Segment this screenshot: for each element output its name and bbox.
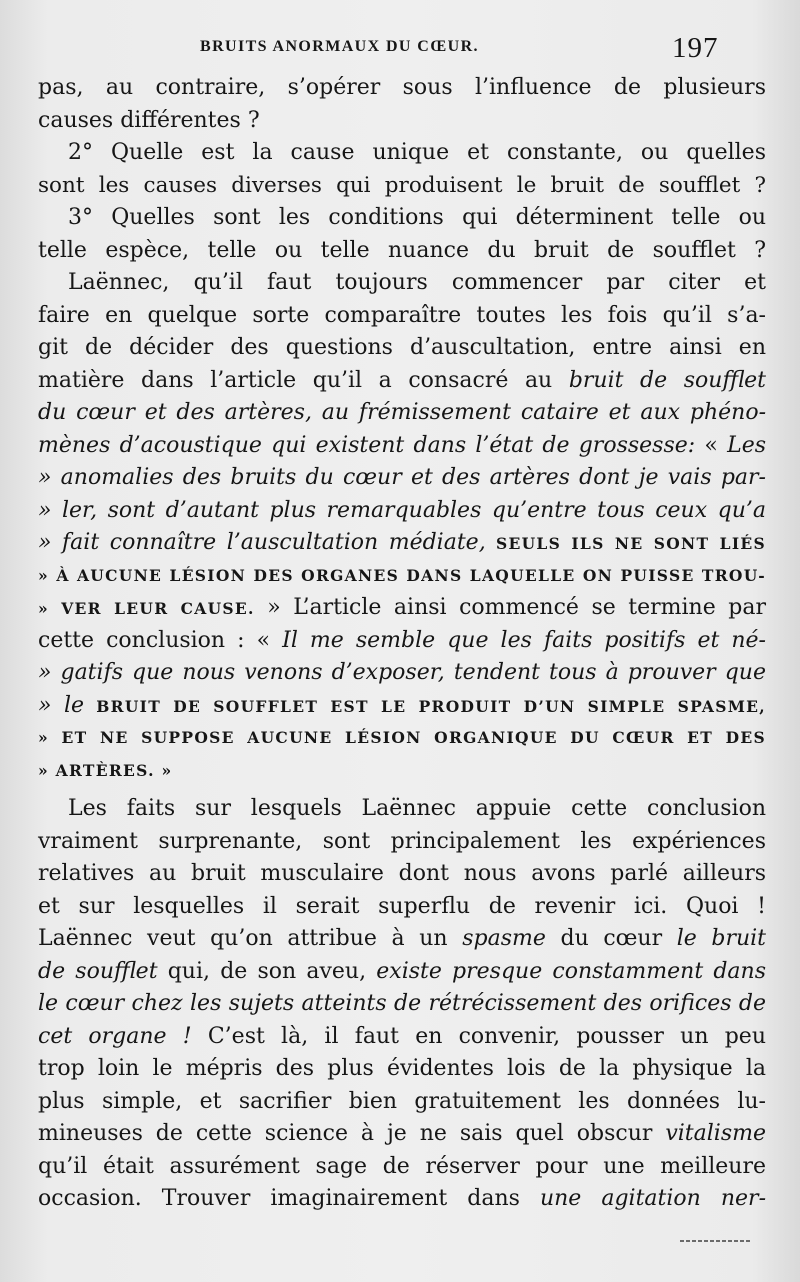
- text-line: » VER LEUR CAUSE. » L’article ainsi commencé se termine par: [38, 595, 766, 620]
- text-line: qu’il était assurément sage de réserver pour une meilleure: [38, 1153, 766, 1179]
- text-line: occasion. Trouver imaginairement dans une agitation ner-: [38, 1186, 767, 1211]
- chapter-title: BRUITS ANORMAUX DU CŒUR.: [200, 38, 479, 55]
- text-line: » gatifs que nous venons d’exposer, tendent tous à prouver que: [38, 660, 766, 685]
- text-line: cet organe ! C’est là, il faut en convenir, pousser un peu: [38, 1023, 766, 1049]
- text-line: 3° Quelles sont les conditions qui déterminent telle ou: [68, 205, 766, 230]
- text-line: matière dans l’article qu’il a consacré au bruit de soufflet: [38, 367, 766, 393]
- text-line: » ler, sont d’autant plus remarquables qu’entre tous ceux qu’a: [38, 497, 766, 523]
- body-text: [38, 72, 766, 1216]
- text-line: et sur lesquelles il serait superflu de revenir ici. Quoi !: [38, 893, 766, 919]
- text-line: le cœur chez les sujets atteints de rétrécissement des orifices de: [38, 991, 766, 1016]
- text-line: de soufflet qui, de son aveu, existe presque constamment dans: [38, 958, 766, 984]
- text-line: vraiment surprenante, sont principalement les expériences: [38, 828, 766, 854]
- text-line: » le BRUIT DE SOUFFLET EST LE PRODUIT D’UN SIMPLE SPASME,: [38, 692, 766, 718]
- text-line: » ARTÈRES. »: [38, 760, 173, 780]
- text-line: cette conclusion : « Il me semble que les faits positifs et né-: [38, 627, 766, 653]
- text-line: Laënnec, qu’il faut toujours commencer par citer et: [68, 270, 766, 295]
- text-line: 2° Quelle est la cause unique et constante, ou quelles: [68, 140, 766, 165]
- text-line: Les faits sur lesquels Laënnec appuie cette conclusion: [68, 796, 766, 821]
- text-line: » anomalies des bruits du cœur et des artères dont je vais par-: [38, 465, 766, 490]
- running-head: [0, 32, 800, 72]
- text-line: Laënnec veut qu’on attribue à un spasme du cœur le bruit: [38, 926, 767, 951]
- text-line: relatives au bruit musculaire dont nous avons parlé ailleurs: [38, 861, 766, 886]
- text-line: mènes d’acoustique qui existent dans l’état de grossesse: « Les: [38, 432, 766, 458]
- text-line: git de décider des questions d’auscultation, entre ainsi en: [38, 335, 766, 360]
- text-line: pas, au contraire, s’opérer sous l’influence de plusieurs: [38, 75, 766, 100]
- text-line: trop loin le mépris des plus évidentes lois de la physique la: [38, 1056, 766, 1081]
- footer-rule: [680, 1240, 750, 1242]
- text-line: causes différentes ?: [38, 107, 260, 133]
- text-line: telle espèce, telle ou telle nuance du bruit de soufflet ?: [38, 237, 766, 263]
- text-line: plus simple, et sacrifier bien gratuitement les données lu-: [38, 1088, 766, 1114]
- text-line: du cœur et des artères, au frémissement cataire et aux phéno-: [38, 400, 766, 425]
- text-line: » ET NE SUPPOSE AUCUNE LÉSION ORGANIQUE DU CŒUR ET DES: [38, 728, 766, 747]
- text-line: » À AUCUNE LÉSION DES ORGANES DANS LAQUELLE ON PUISSE TROU-: [38, 565, 766, 585]
- page-number: 197: [672, 32, 719, 64]
- text-line: faire en quelque sorte comparaître toutes les fois qu’il s’a-: [38, 302, 766, 328]
- text-line: mineuses de cette science à je ne sais quel obscur vitalisme: [38, 1121, 766, 1146]
- text-line: sont les causes diverses qui produisent le bruit de soufflet ?: [38, 172, 766, 198]
- text-line: » fait connaître l’auscultation médiate, SEULS ILS NE SONT LIÉS: [38, 530, 766, 555]
